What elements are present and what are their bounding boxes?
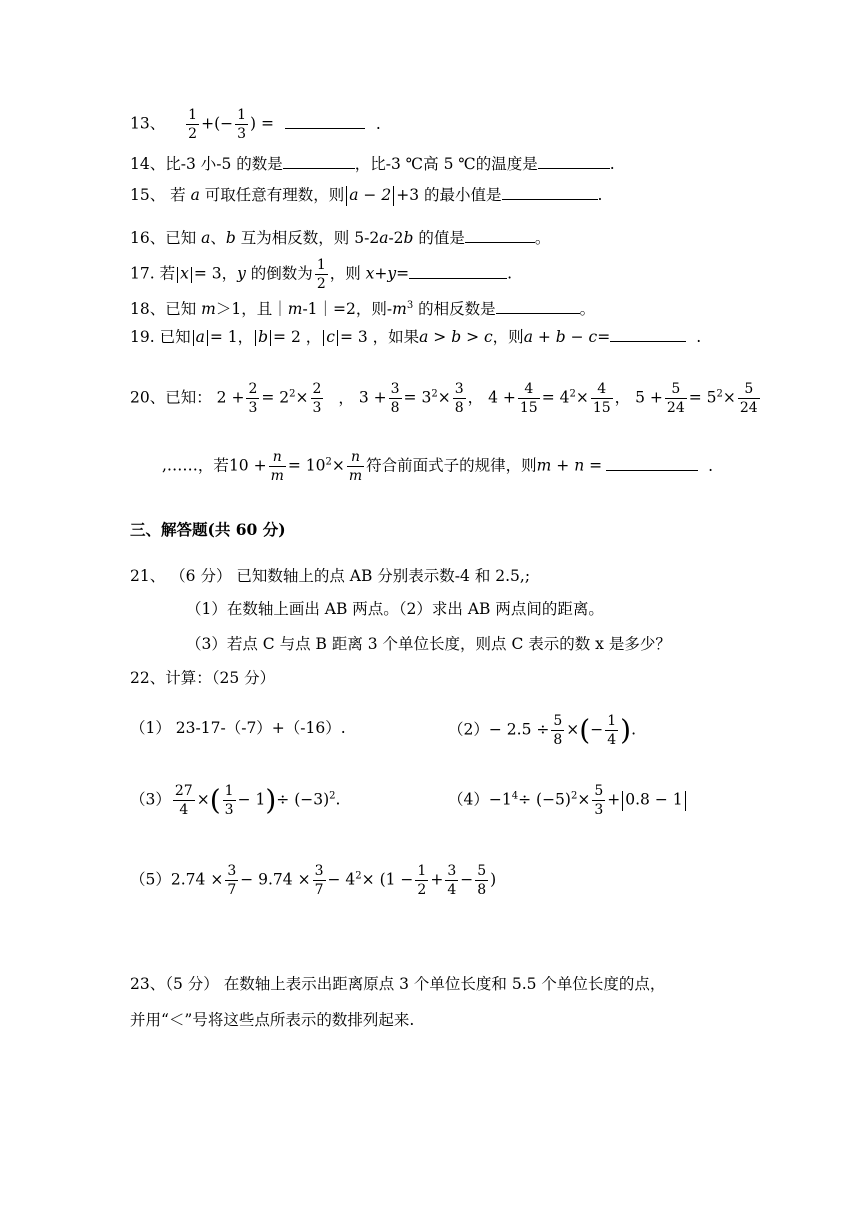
q22-p3-frac: $\frac{27}{4}$ [174, 783, 193, 818]
q20-e1-lead: 2 + [216, 388, 245, 407]
q20-l2-ten: 10 + [228, 456, 267, 475]
q13-number: 13、 [130, 114, 166, 133]
q20-e2-frac-2: $\frac{3}{8}$ [454, 381, 464, 416]
question-16 [130, 228, 550, 248]
q22-p5-four: − 4 [327, 870, 356, 889]
q13-equals: ) = [250, 114, 275, 133]
q17-abs-left [177, 267, 178, 283]
q16-answer-blank[interactable] [465, 228, 535, 243]
question-21-line-1: 21、 （6 分） 已知数轴上的点 AB 分别表示数-4 和 2.5,; [130, 567, 531, 585]
q22-p2-frac-2: $\frac{1}{4}$ [607, 713, 617, 748]
q22-p4-abs-expr: 0.8 − 1 [625, 790, 683, 809]
q15-abs-right [393, 186, 394, 206]
q16-period: 。 [534, 229, 551, 247]
q22-p3-frac-2: $\frac{1}{3}$ [224, 783, 234, 818]
q22-p2-frac: $\frac{5}{8}$ [553, 713, 563, 748]
q17-abs-right [191, 267, 192, 283]
q18-answer-blank[interactable] [496, 299, 580, 314]
question-23-line-2: 并用“＜”号将这些点所表示的数排列起来. [130, 1011, 415, 1029]
q18-text-b: ＞1，且｜ [215, 300, 288, 319]
q20-l2-frac-1: $\frac{n}{m}$ [270, 449, 284, 484]
q20-comma-2: ， [467, 388, 484, 407]
q20-e1-frac-2: $\frac{2}{3}$ [312, 381, 322, 416]
q15-text-c: +3 的最小值是 [396, 186, 502, 204]
q19-var-c: c [326, 328, 335, 346]
q20-period: . [708, 456, 714, 475]
q22-p4-lead: −1 [488, 790, 512, 809]
q19-condition: a > b > c [419, 328, 493, 346]
question-15 [130, 185, 602, 206]
q22-p3-lparen: ( [209, 783, 221, 817]
question-20-line-1 [130, 382, 762, 415]
q22-p4-exp-1: 4 [511, 790, 519, 802]
q22-p5-frac-4: $\frac{3}{4}$ [447, 863, 457, 898]
q19-eq: = [597, 328, 611, 346]
q22-part-2 [448, 714, 636, 747]
q22-p3-label: （3） [130, 790, 171, 809]
q20-e4-frac-1: $\frac{5}{24}$ [666, 381, 685, 416]
q20-e3-frac-2: $\frac{4}{15}$ [592, 381, 611, 416]
q20-e1-times: × [295, 388, 309, 407]
q17-fraction: $\frac{1}{2}$ [316, 257, 326, 292]
q20-answer-blank[interactable] [606, 456, 698, 471]
q16-var-b2: b [403, 229, 414, 247]
q22-p5-lead: 2.74 × [170, 870, 224, 889]
q20-e4-times: × [722, 388, 736, 407]
q20-e4-base: = 5 [688, 388, 717, 407]
q22-p5-minus: − [460, 870, 474, 889]
q20-e2-exp: 2 [431, 388, 438, 400]
q20-l2-frac-2: $\frac{n}{m}$ [348, 449, 363, 484]
q19-text-b: ，则 [492, 328, 524, 346]
q22-p2-label: （2） [448, 720, 489, 739]
q15-var-a: a [190, 186, 200, 204]
q22-p5-frac-5: $\frac{5}{8}$ [477, 863, 487, 898]
q20-e1-frac-1: $\frac{2}{3}$ [248, 381, 258, 416]
q22-part-4 [448, 784, 688, 817]
q20-e2-frac-1: $\frac{3}{8}$ [390, 381, 400, 416]
q19-e2: = 2 ， [273, 328, 322, 346]
q19-expression: a + b − c [523, 328, 598, 346]
q20-l2-text: 符合前面式子的规律，则 [366, 456, 537, 475]
q22-p4-frac: $\frac{5}{3}$ [594, 783, 604, 818]
q22-p4-times: × [577, 790, 591, 809]
q19-abs-a-left [193, 330, 194, 346]
q19-abs-a-right [207, 330, 208, 346]
q20-l2-times: × [331, 456, 345, 475]
q22-p4-div: ÷ (−5) [518, 790, 571, 809]
q22-p5-label: （5） [130, 870, 171, 889]
q20-e2-times: × [437, 388, 451, 407]
q22-p2-rparen: ) [620, 713, 632, 747]
q20-e3-base: = 4 [541, 388, 570, 407]
q20-e3-frac-1: $\frac{4}{15}$ [519, 381, 538, 416]
question-21-line-2: （1）在数轴上画出 AB 两点。（2）求出 AB 两点间的距离。 [186, 600, 604, 618]
q22-p4-plus: + [607, 790, 621, 809]
q22-p4-exp-2: 2 [570, 790, 578, 802]
q20-e4-exp: 2 [716, 388, 723, 400]
q16-mid: -2 [388, 229, 404, 247]
q16-text-b: 互为相反数，则 5-2 [235, 229, 380, 247]
question-14 [130, 154, 615, 174]
q18-var-m: m [201, 300, 216, 319]
q17-var-y: y [237, 264, 246, 283]
q22-part-1: （1） 23-17-（-7）+（-16）. [130, 719, 346, 737]
question-23-line-1: 23、（5 分） 在数轴上表示出距离原点 3 个单位长度和 5.5 个单位长度的点， [130, 975, 666, 993]
q14-text-b: ，比-3 ℃高 5 ℃的温度是 [354, 155, 538, 173]
question-13 [130, 108, 381, 141]
q16-text-a: 16、已知 [130, 229, 202, 247]
q20-e3-times: × [575, 388, 589, 407]
q22-p4-abs-left [622, 791, 623, 811]
q19-abs-c-left [323, 330, 324, 346]
q14-period: . [609, 155, 615, 173]
q13-answer-blank[interactable] [285, 114, 365, 129]
q22-p5-frac-3: $\frac{1}{2}$ [417, 863, 427, 898]
q22-p3-period: . [335, 790, 341, 809]
q22-p5-frac-1: $\frac{3}{7}$ [227, 863, 237, 898]
q22-p2-lparen: ( [579, 713, 591, 747]
q19-var-a: a [195, 328, 205, 346]
q20-comma-1: ， [338, 388, 354, 407]
q20-l2-lead: ,……，若 [162, 456, 229, 475]
q18-var-m2: m [287, 300, 303, 319]
q20-e3-lead: 4 + [488, 388, 516, 407]
q22-p2-lead: − 2.5 ÷ [488, 720, 550, 739]
q20-mn: m + n = [536, 456, 603, 475]
q19-period: . [696, 328, 702, 346]
q22-part-5 [130, 864, 496, 897]
question-17 [130, 258, 512, 291]
q15-text-b: 可取任意有理数，则 [199, 186, 345, 204]
q15-period: . [597, 186, 603, 204]
q20-l2-base: = 10 [287, 456, 326, 475]
q20-e1-exp: 2 [289, 388, 296, 400]
q20-e1-base: = 2 [261, 388, 290, 407]
q15-abs-left [346, 186, 347, 206]
q13-fraction-2: $\frac{1}{3}$ [237, 107, 247, 142]
q22-p2-minus: − [590, 720, 604, 739]
q15-text-a: 15、 若 [130, 186, 191, 204]
q19-abs-b-right [270, 330, 271, 346]
q20-e4-lead: 5 + [635, 388, 663, 407]
q16-var-b: b [225, 229, 236, 247]
q14-answer-blank-1[interactable] [283, 154, 355, 169]
section-3-heading: 三、解答题(共 60 分) [130, 520, 286, 539]
question-20-line-2 [162, 450, 713, 483]
q22-p4-abs-right [685, 791, 686, 811]
q16-var-a: a [201, 229, 211, 247]
q22-p3-exp: 2 [329, 790, 336, 802]
q18-text-d: 的相反数是 [413, 300, 496, 319]
q20-l2-exp: 2 [325, 456, 332, 468]
q13-fraction-1: $\frac{1}{2}$ [188, 107, 198, 142]
q22-p5-mid: − 9.74 × [240, 870, 311, 889]
q19-answer-blank[interactable] [610, 327, 686, 342]
q18-var-m3: m [392, 300, 407, 319]
q14-text-a: 14、比-3 小-5 的数是 [130, 155, 283, 173]
q22-p5-plus: + [430, 870, 444, 889]
q19-e3: = 3 ，如果 [339, 328, 420, 346]
q22-p3-rparen: ) [265, 783, 277, 817]
q14-answer-blank-2[interactable] [538, 154, 610, 169]
q19-abs-c-right [337, 330, 338, 346]
q22-p4-label: （4） [448, 790, 489, 809]
q20-e3-exp: 2 [569, 388, 576, 400]
question-19 [130, 327, 701, 347]
q13-op: +(− [201, 114, 234, 133]
q18-exponent: 3 [406, 300, 414, 311]
q15-answer-blank[interactable] [502, 185, 598, 200]
q20-label: 20、已知： [130, 388, 212, 407]
q17-text-c: ，则 [329, 264, 366, 283]
q17-text-b: 的倒数为 [245, 264, 313, 283]
q22-part-3 [130, 784, 340, 817]
q20-e2-base: = 3 [403, 388, 432, 407]
q17-eq: = 3， [193, 264, 238, 283]
q20-comma-3: ， [614, 388, 631, 407]
q19-e1: = 1， [209, 328, 254, 346]
q19-abs-b-left [255, 330, 256, 346]
q17-period: . [507, 264, 513, 283]
question-21-line-3: （3）若点 C 与点 B 距离 3 个单位长度，则点 C 表示的数 x 是多少？ [186, 635, 671, 653]
q16-text-c: 的值是 [413, 229, 465, 247]
q22-p5-paren-open: × (1 − [361, 870, 414, 889]
q16-sep: 、 [210, 229, 226, 247]
q22-p2-times: × [566, 720, 580, 739]
q17-text-a: 17. 若 [130, 264, 176, 283]
q19-var-b: b [258, 328, 269, 346]
q15-abs-expr: a − 2 [349, 186, 392, 204]
q22-p3-times: × [196, 790, 210, 809]
q17-var-x: x [180, 264, 189, 283]
q22-p3-div: ÷ (−3) [276, 790, 330, 809]
q18-period: 。 [579, 300, 596, 319]
q17-xy: x+y= [365, 264, 410, 283]
q22-p5-frac-2: $\frac{3}{7}$ [314, 863, 324, 898]
q16-var-a2: a [379, 229, 389, 247]
q22-p5-exp: 2 [355, 870, 362, 882]
q20-e4-frac-2: $\frac{5}{24}$ [739, 381, 758, 416]
q18-text-a: 18、已知 [130, 300, 202, 319]
q22-p3-minus-one: − 1 [237, 790, 266, 809]
question-22-title: 22、计算：（25 分） [130, 669, 276, 687]
q13-period: . [375, 114, 381, 133]
q19-text-a: 19. 已知 [130, 328, 191, 346]
q22-p5-paren-close: ) [490, 870, 497, 889]
q20-e2-lead: 3 + [358, 388, 387, 407]
q22-p2-period: . [631, 720, 637, 739]
question-18 [130, 296, 595, 319]
q17-answer-blank[interactable] [409, 264, 507, 279]
q18-text-c: -1｜=2，则- [302, 300, 393, 319]
